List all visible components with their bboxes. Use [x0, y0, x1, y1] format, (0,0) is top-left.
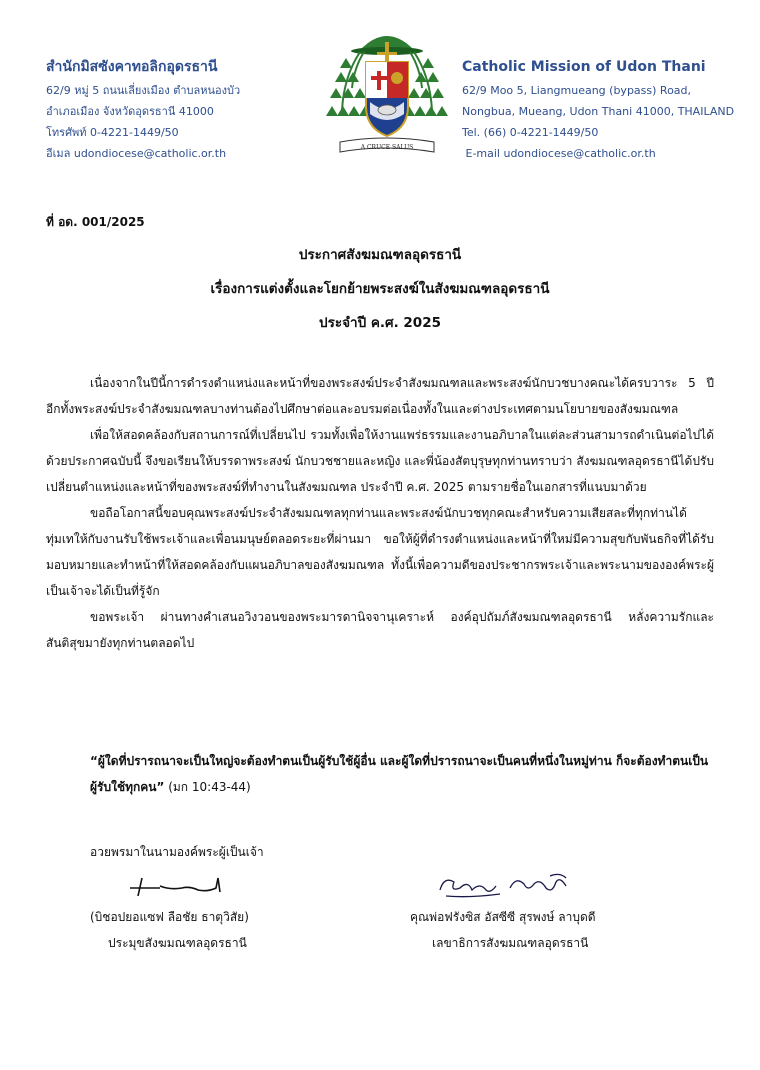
signatory-bishop — [90, 870, 320, 956]
email-thai: อีเมล udondiocese@catholic.or.th — [46, 147, 227, 160]
coat-of-arms-icon — [326, 18, 448, 160]
announcement-titles — [0, 238, 760, 340]
paragraph-1: เนื่องจากในปีนี้การดำรงตำแหน่งและหน้าที่ของพระสงฆ์ประจำสังฆมณฑลและพระสงฆ์นักบวชบางคณะได้ครบวาระ 5 ปี อีกทั้งพระสงฆ์ประจำสังฆมณฑลบางท่านต้องไปศึกษาต่อและอบรมต่อเนื่องทั้งในและต่างประเทศตามนโยบายของสังฆมณฑล — [46, 376, 714, 416]
signatory-secretary — [410, 868, 650, 956]
quote-text: “ผู้ใดที่ปรารถนาจะเป็นใหญ่จะต้องทำตนเป็นผู้รับใช้ผู้อื่น และผู้ใดที่ปรารถนาจะเป็นคนที่หนึ่งในหมู่ท่าน ก็จะต้องทำตนเป็นผู้รับใช้ทุกคน” — [90, 754, 709, 794]
quote-citation: (มก 10:43-44) — [164, 780, 251, 794]
phone-english: Tel. (66) 0-4221-1449/50 — [462, 126, 599, 139]
secretary-signature-icon — [410, 868, 610, 904]
address-line-1-english: 62/9 Moo 5, Liangmueang (bypass) Road, — [462, 84, 692, 97]
header-english-block — [462, 56, 752, 164]
secretary-name: คุณพ่อฟรังซิส อัสซีซี สุรพงษ์ ลาบุดดี — [410, 910, 596, 924]
secretary-role: เลขาธิการสังฆมณฑลอุดรธานี — [432, 936, 589, 950]
title-line-1: ประกาศสังฆมณฑลอุดรธานี — [298, 247, 462, 263]
paragraph-4: ขอพระเจ้า ผ่านทางคำเสนอวิงวอนของพระมารดานิจจานุเคราะห์ องค์อุปถัมภ์สังฆมณฑลอุดรธานี หลั่งความรักและสันติสุขมายังทุกท่านตลอดไป — [46, 610, 714, 650]
scripture-quote — [90, 748, 714, 800]
email-english: E-mail udondiocese@catholic.or.th — [462, 147, 656, 160]
title-line-3: ประจำปี ค.ศ. 2025 — [319, 315, 441, 331]
svg-text:A CRUCE SALUS: A CRUCE SALUS — [360, 144, 414, 151]
document-reference: ที่ อด. 001/2025 — [46, 215, 145, 229]
title-line-2: เรื่องการแต่งตั้งและโยกย้ายพระสงฆ์ในสังฆมณฑลอุดรธานี — [210, 281, 550, 297]
phone-thai: โทรศัพท์ 0-4221-1449/50 — [46, 126, 179, 139]
bishop-name: (บิชอปยอแซฟ ลือชัย ธาตุวิสัย) — [90, 910, 249, 924]
bishop-role: ประมุขสังฆมณฑลอุดรธานี — [108, 936, 247, 950]
address-line-2-english: Nongbua, Mueang, Udon Thani 41000, THAILAND — [462, 105, 735, 118]
org-title-thai: สำนักมิสซังคาทอลิกอุดรธานี — [46, 59, 218, 75]
org-title-english: Catholic Mission of Udon Thani — [462, 59, 706, 75]
address-line-2-thai: อำเภอเมือง จังหวัดอุดรธานี 41000 — [46, 105, 214, 118]
header-thai-block — [46, 56, 326, 164]
coat-of-arms — [326, 18, 448, 160]
paragraph-3: ขอถือโอกาสนี้ขอบคุณพระสงฆ์ประจำสังฆมณฑลทุกท่านและพระสงฆ์นักบวชทุกคณะสำหรับความเสียสละที่ทุกท่านได้ทุ่มเทให้กับงานรับใช้พระเจ้าและเพื่อนมนุษย์ตลอดระยะที่ผ่านมา ขอให้ผู้ที่ดำรงตำแหน่งและหน้าที่ใหม่มีความสุขกับพันธกิจที่ได้รับมอบหมายและทำหน้าที่ให้สอดคล้องกับแผนอภิบาลของสังฆมณฑล ทั้งนี้เพื่อความดีของประชากรพระเจ้าและพระนามขององค์พระผู้เป็นเจ้าจะได้เป็นที่รู้จัก — [46, 506, 714, 598]
bishop-signature-icon — [90, 870, 250, 904]
address-line-1-thai: 62/9 หมู่ 5 ถนนเลี่ยงเมือง ตำบลหนองบัว — [46, 84, 241, 97]
announcement-body — [46, 370, 714, 656]
closing-blessing: อวยพรมาในนามองค์พระผู้เป็นเจ้า — [90, 845, 264, 859]
paragraph-2: เพื่อให้สอดคล้องกับสถานการณ์ที่เปลี่ยนไป รวมทั้งเพื่อให้งานแพร่ธรรมและงานอภิบาลในแต่ละส่วนสามารถดำเนินต่อไปได้ ด้วยประกาศฉบับนี้ จึงขอเรียนให้บรรดาพระสงฆ์ นักบวชชายและหญิง และพี่น้องสัตบุรุษทุกท่านทราบว่า สังฆมณฑลอุดรธานีได้ปรับเปลี่ยนตำแหน่งและหน้าที่ของพระสงฆ์ที่ทำงานในสังฆมณฑล ประจำปี ค.ศ. 2025 ตามรายชื่อในเอกสารที่แนบมาด้วย — [46, 428, 714, 494]
